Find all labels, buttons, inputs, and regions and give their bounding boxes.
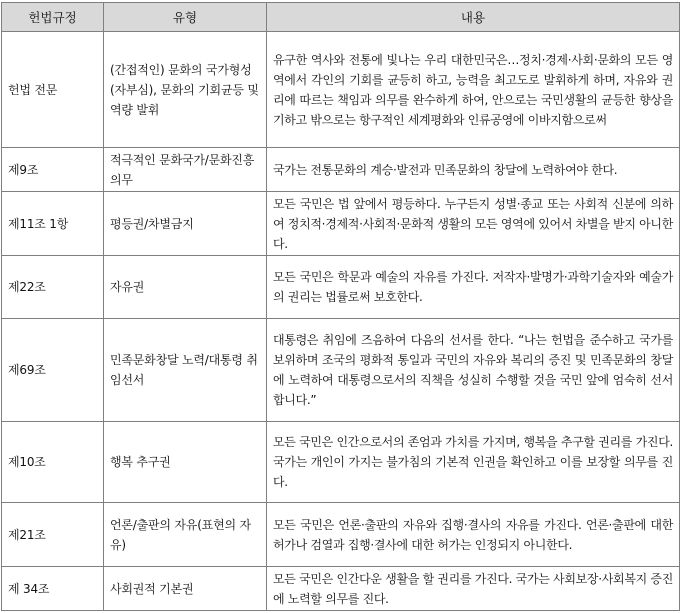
table-row [2, 567, 680, 611]
type-cell: 평등권/차별금지 [104, 192, 267, 256]
type-cell: (간접적인) 문화의 국가형성(자부심), 문화의 기회균등 및 역량 발휘 [104, 32, 267, 148]
content-cell: 모든 국민은 언론·출판의 자유와 집행·결사의 자유를 가진다. 언론·출판에 대한 허가나 검열과 집행·결사에 대한 허가는 인정되지 아니한다. [267, 503, 680, 567]
article-cell: 제69조 [2, 319, 104, 422]
type-cell: 사회권적 기본권 [104, 567, 267, 611]
article-cell: 제11조 1항 [2, 192, 104, 256]
type-cell: 자유권 [104, 256, 267, 319]
article-cell: 헌법 전문 [2, 32, 104, 148]
table-row [2, 192, 680, 256]
content-cell: 모든 국민은 인간다운 생활을 할 권리를 가진다. 국가는 사회보장·사회복지 증진에 노력할 의무를 진다. [267, 567, 680, 611]
content-cell: 국가는 전통문화의 계승·발전과 민족문화의 창달에 노력하여야 한다. [267, 148, 680, 192]
article-cell: 제10조 [2, 422, 104, 503]
type-cell: 행복 추구권 [104, 422, 267, 503]
content-cell: 모든 국민은 인간으로서의 존엄과 가치를 가지며, 행복을 추구할 권리를 가진다. 국가는 개인이 가지는 불가침의 기본적 인권을 확인하고 이를 보장할 의무를 진다. [267, 422, 680, 503]
table-row [2, 32, 680, 148]
article-cell: 제21조 [2, 503, 104, 567]
content-cell: 대통령은 취임에 즈음하여 다음의 선서를 한다. “나는 헌법을 준수하고 국가를 보위하며 조국의 평화적 통일과 국민의 자유와 복리의 증진 및 민족문화의 창달에 노력하여 대통령으로서의 직책을 성실히 수행할 것을 국민 앞에 엄숙히 선서합니다.” [267, 319, 680, 422]
article-cell: 제22조 [2, 256, 104, 319]
type-cell: 민족문화창달 노력/대통령 취임선서 [104, 319, 267, 422]
header-row [2, 3, 680, 32]
type-cell: 적극적인 문화국가/문화진흥 의무 [104, 148, 267, 192]
type-cell: 언론/출판의 자유(표현의 자유) [104, 503, 267, 567]
table-row [2, 148, 680, 192]
content-cell: 유구한 역사와 전통에 빛나는 우리 대한민국은…정치·경제·사회·문화의 모든 영역에서 각인의 기회를 균등히 하고, 능력을 최고도로 발휘하게 하며, 자유와 권리에 따르는 책임과 의무를 완수하게 하여, 안으로는 국민생활의 균등한 향상을 기하고 밖으로는 항구적인 세계평화와 인류공영에 이바지함으로써 [267, 32, 680, 148]
table-row [2, 319, 680, 422]
content-cell: 모든 국민은 법 앞에서 평등하다. 누구든지 성별·종교 또는 사회적 신분에 의하여 정치적·경제적·사회적·문화적 생활의 모든 영역에 있어서 차별을 받지 아니한다. [267, 192, 680, 256]
header-article: 헌법규정 [2, 3, 104, 32]
header-type: 유형 [104, 3, 267, 32]
constitution-table [1, 2, 680, 611]
table-row [2, 422, 680, 503]
article-cell: 제9조 [2, 148, 104, 192]
table-row [2, 256, 680, 319]
table-row [2, 503, 680, 567]
article-cell: 제 34조 [2, 567, 104, 611]
header-content: 내용 [267, 3, 680, 32]
content-cell: 모든 국민은 학문과 예술의 자유를 가진다. 저작자·발명가·과학기술자와 예술가의 권리는 법률로써 보호한다. [267, 256, 680, 319]
